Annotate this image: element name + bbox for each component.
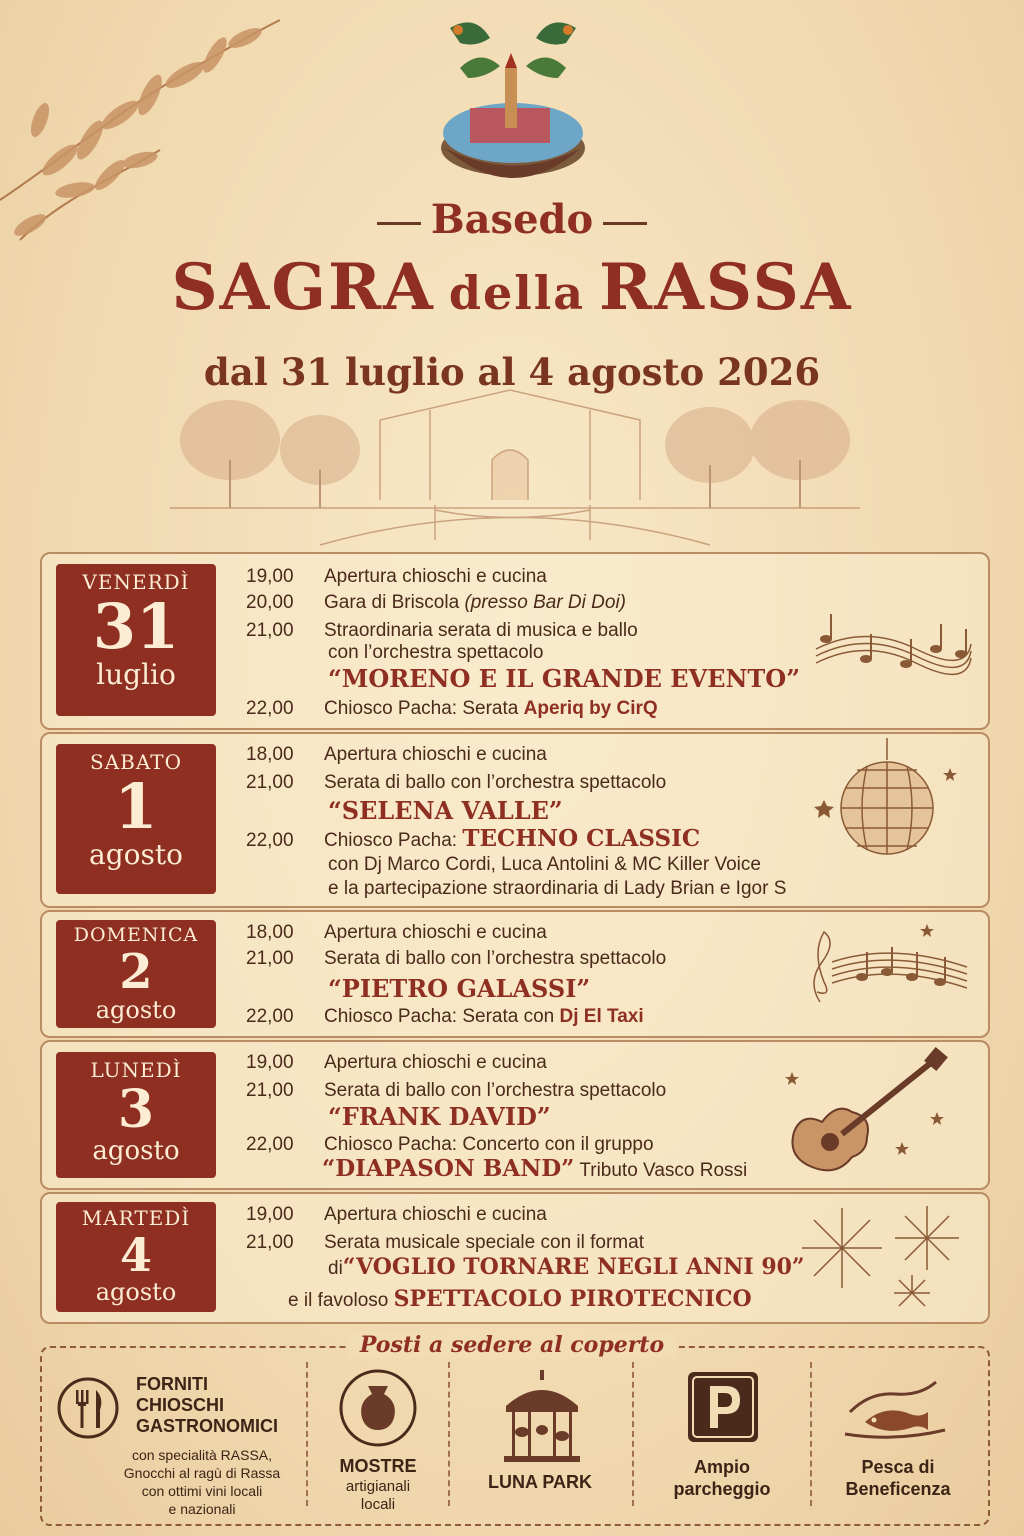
event-subline: e la partecipazione straordinaria di Lady Brian e Igor S xyxy=(328,878,787,899)
event-row: 20,00 Gara di Briscola (presso Bar Di Doi) xyxy=(246,592,626,613)
event-subline: di“VOGLIO TORNARE NEGLI ANNI 90” xyxy=(328,1254,805,1280)
service-divider xyxy=(306,1362,308,1506)
headliner: “SELENA VALLE” xyxy=(328,796,563,825)
fish-icon xyxy=(840,1372,950,1442)
event-row: 19,00 Apertura chioschi e cucina xyxy=(246,1052,547,1073)
event-row: 22,00 Chiosco Pacha: Serata Aperiq by CirQ xyxy=(246,698,658,719)
carousel-icon xyxy=(502,1370,582,1466)
parking-icon xyxy=(688,1372,758,1442)
schedule-card-domenica xyxy=(40,910,990,1038)
date-box xyxy=(56,1052,216,1178)
headliner: “FRANK DAVID” xyxy=(328,1102,551,1131)
event-subline: “DIAPASON BAND” Tributo Vasco Rossi xyxy=(322,1155,748,1182)
title-part-2: della xyxy=(448,266,586,320)
title-part-1: SAGRA xyxy=(171,250,435,325)
headliner: “PIETRO GALASSI” xyxy=(328,974,591,1003)
event-dates: dal 31 luglio al 4 agosto 2026 xyxy=(203,350,821,394)
church-scene-illustration xyxy=(170,380,860,550)
date-box xyxy=(56,564,216,716)
weekday-label: LUNEDÌ xyxy=(90,1058,182,1082)
weekday-label: DOMENICA xyxy=(73,924,199,946)
date-box xyxy=(56,920,216,1028)
day-number: 2 xyxy=(119,944,153,1000)
schedule-card-venerdi xyxy=(40,552,990,730)
event-row: 21,00 Serata di ballo con l’orchestra spettacolo xyxy=(246,1080,667,1101)
closing-line: e il favoloso SPETTACOLO PIROTECNICO xyxy=(288,1286,752,1312)
vase-icon xyxy=(338,1368,418,1448)
schedule-card-lunedi xyxy=(40,1040,990,1190)
event-row: 22,00 Chiosco Pacha: TECHNO CLASSIC xyxy=(246,825,701,852)
service-parking: Ampio parcheggio xyxy=(636,1346,808,1522)
town-name: Basedo xyxy=(0,196,1024,243)
event-subline: con Dj Marco Cordi, Luca Antolini & MC Killer Voice xyxy=(328,854,761,875)
schedule-card-sabato xyxy=(40,732,990,908)
event-row: 22,00 Chiosco Pacha: Serata con Dj El Taxi xyxy=(246,1006,644,1027)
event-row: 21,00 Serata musicale speciale con il format xyxy=(246,1232,644,1253)
event-row: 21,00 Serata di ballo con l’orchestra spettacolo xyxy=(246,772,667,793)
fork-knife-icon xyxy=(56,1376,120,1440)
seating-heading: Posti a sedere al coperto xyxy=(0,1332,1024,1358)
event-subline: con l’orchestra spettacolo xyxy=(328,642,544,663)
day-number: 3 xyxy=(117,1079,155,1140)
event-row: 18,00 Apertura chioschi e cucina xyxy=(246,922,547,943)
service-divider xyxy=(448,1362,450,1506)
event-title xyxy=(0,250,1024,325)
event-row: 19,00 Apertura chioschi e cucina xyxy=(246,566,547,587)
event-note: (presso Bar Di Doi) xyxy=(464,592,626,613)
town-crest-logo xyxy=(430,8,596,198)
month-label: luglio xyxy=(96,658,176,691)
headliner: “MORENO E IL GRANDE EVENTO” xyxy=(328,664,800,693)
service-luna-park: LUNA PARK xyxy=(452,1346,628,1522)
event-row: 19,00 Apertura chioschi e cucina xyxy=(246,1204,547,1225)
weekday-label: MARTEDÌ xyxy=(81,1206,191,1230)
music-notes-icon xyxy=(806,604,976,694)
disco-ball-icon xyxy=(812,738,962,868)
event-row: 18,00 Apertura chioschi e cucina xyxy=(246,744,547,765)
month-label: agosto xyxy=(95,1278,177,1306)
schedule-card-martedi xyxy=(40,1192,990,1324)
day-number: 31 xyxy=(92,590,180,663)
event-row: 22,00 Chiosco Pacha: Concerto con il gruppo xyxy=(246,1134,654,1155)
treble-clef-notes-icon xyxy=(802,922,972,1012)
date-box xyxy=(56,744,216,894)
service-exhibitions: MOSTRE artigianali locali xyxy=(310,1346,446,1522)
event-row: 21,00 Straordinaria serata di musica e ballo xyxy=(246,620,638,641)
month-label: agosto xyxy=(89,838,183,871)
service-divider xyxy=(632,1362,634,1506)
month-label: agosto xyxy=(92,1136,180,1166)
day-number: 1 xyxy=(114,770,158,843)
weekday-label: SABATO xyxy=(90,750,182,774)
title-part-3: RASSA xyxy=(599,250,853,325)
service-food: FORNITI CHIOSCHI GASTRONOMICI con specialità RASSA, Gnocchi al ragù di Rassa con ottimi vini locali e nazionali xyxy=(52,1360,302,1536)
day-number: 4 xyxy=(119,1228,152,1282)
fireworks-icon xyxy=(782,1198,972,1316)
weekday-label: VENERDÌ xyxy=(82,570,190,594)
month-label: agosto xyxy=(95,996,177,1024)
guitar-icon xyxy=(782,1042,962,1182)
event-row: 21,00 Serata di ballo con l’orchestra spettacolo xyxy=(246,948,667,969)
date-box xyxy=(56,1202,216,1312)
service-charity-fishing: Pesca di Beneficenza xyxy=(812,1346,984,1522)
